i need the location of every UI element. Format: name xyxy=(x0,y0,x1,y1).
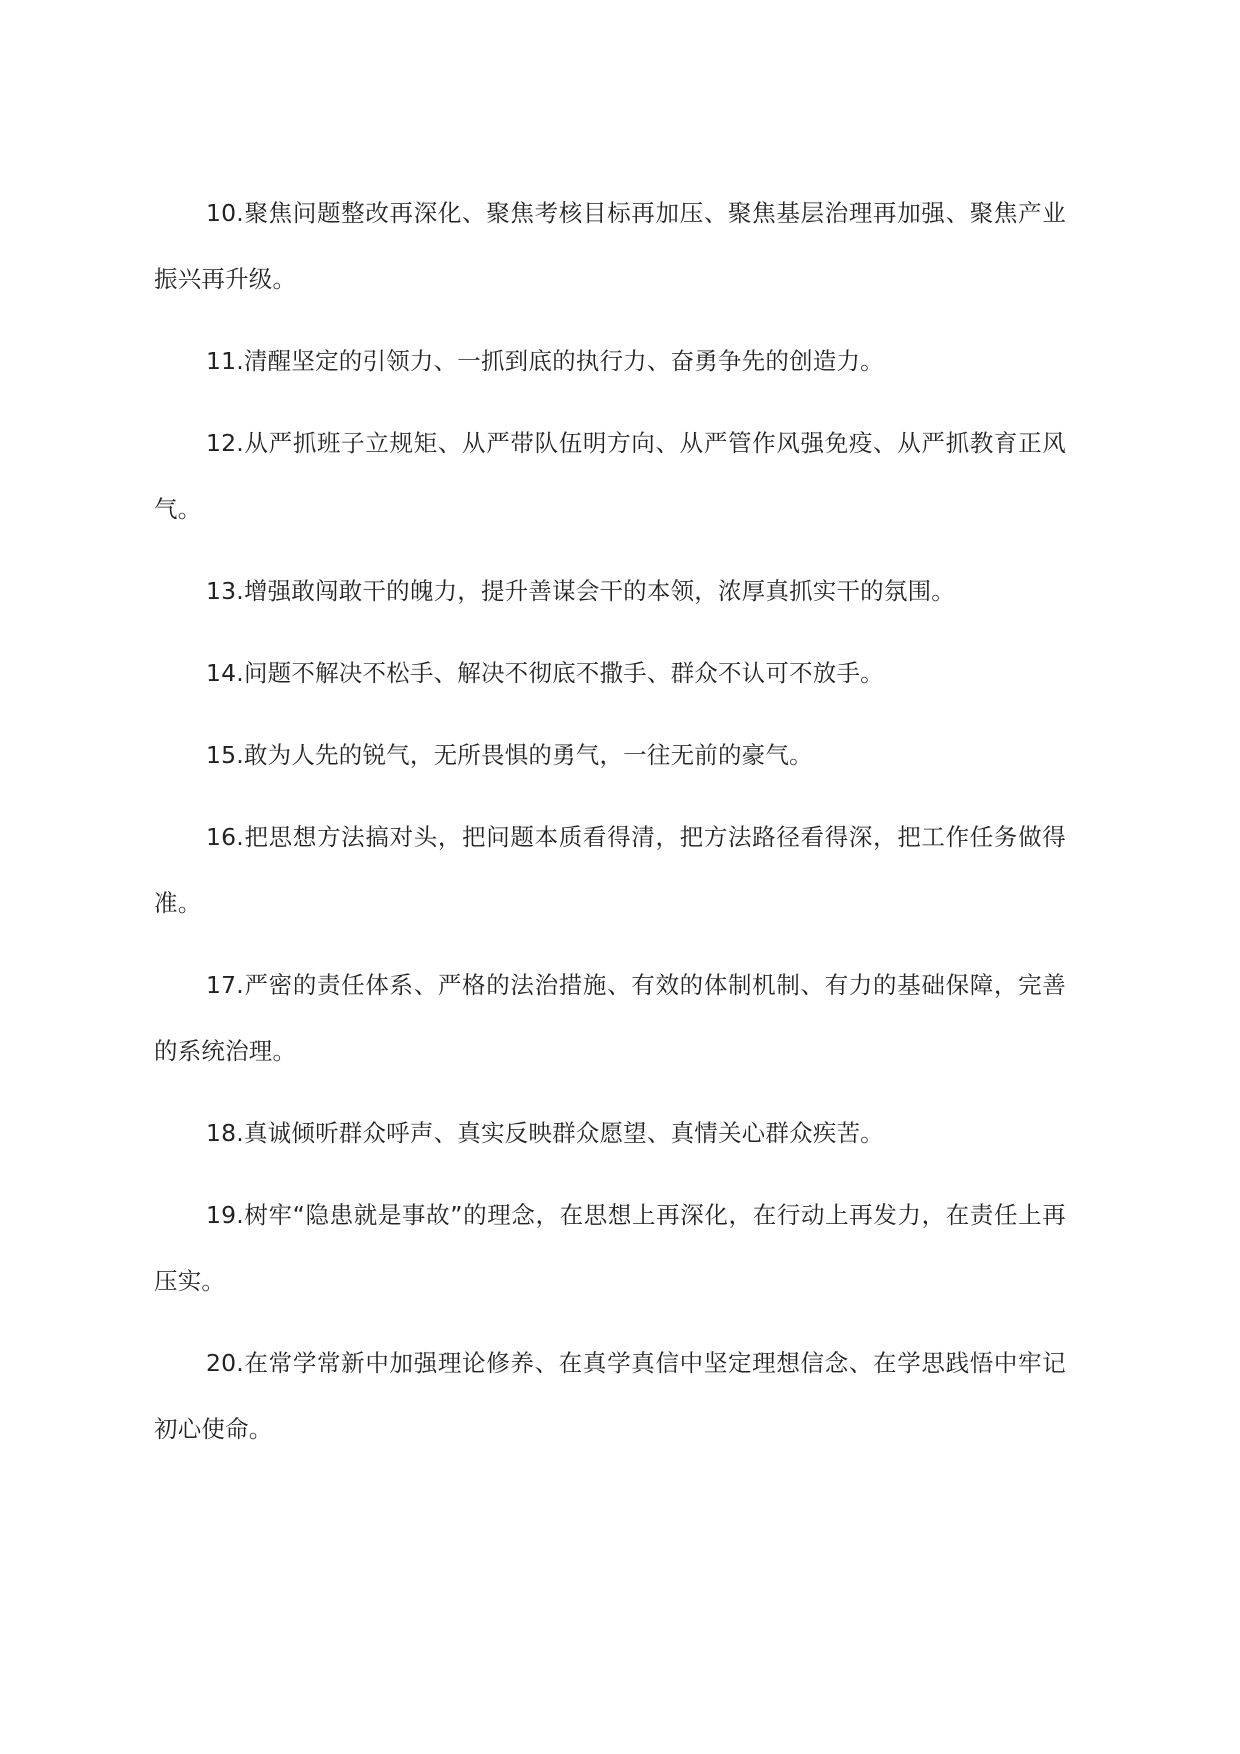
paragraph-number: 11. xyxy=(206,347,244,375)
paragraph-10 xyxy=(154,180,1066,312)
paragraph-text: 在常学常新中加强理论修养、在真学真信中坚定理想信念、在学思践悟中牢记初心使命。 xyxy=(154,1349,1066,1443)
paragraph-number: 16. xyxy=(206,823,244,851)
paragraph-number: 13. xyxy=(206,577,244,605)
paragraph-number: 18. xyxy=(206,1119,244,1147)
paragraph-18 xyxy=(154,1100,1066,1166)
paragraph-number: 15. xyxy=(206,741,244,769)
paragraph-text: 问题不解决不松手、解决不彻底不撒手、群众不认可不放手。 xyxy=(243,659,884,687)
paragraph-text: 从严抓班子立规矩、从严带队伍明方向、从严管作风强免疫、从严抓教育正风气。 xyxy=(154,429,1066,523)
paragraph-number: 19. xyxy=(206,1201,244,1229)
paragraph-16 xyxy=(154,804,1066,936)
paragraph-20 xyxy=(154,1330,1066,1462)
paragraph-11 xyxy=(154,328,1066,394)
document-body xyxy=(154,180,1066,1478)
paragraph-text: 真诚倾听群众呼声、真实反映群众愿望、真情关心群众疾苦。 xyxy=(243,1119,884,1147)
paragraph-text: 聚焦问题整改再深化、聚焦考核目标再加压、聚焦基层治理再加强、聚焦产业振兴再升级。 xyxy=(154,199,1066,293)
paragraph-14 xyxy=(154,640,1066,706)
paragraph-19 xyxy=(154,1182,1066,1314)
paragraph-text: 敢为人先的锐气，无所畏惧的勇气，一往无前的豪气。 xyxy=(243,741,813,769)
paragraph-text: 树牢“隐患就是事故”的理念，在思想上再深化，在行动上再发力，在责任上再压实。 xyxy=(154,1201,1066,1295)
paragraph-number: 17. xyxy=(206,971,244,999)
paragraph-text: 严密的责任体系、严格的法治措施、有效的体制机制、有力的基础保障，完善的系统治理。 xyxy=(154,971,1066,1065)
paragraph-number: 10. xyxy=(206,199,244,227)
paragraph-text: 增强敢闯敢干的魄力，提升善谋会干的本领，浓厚真抓实干的氛围。 xyxy=(243,577,955,605)
paragraph-12 xyxy=(154,410,1066,542)
paragraph-number: 14. xyxy=(206,659,244,687)
paragraph-text: 把思想方法搞对头，把问题本质看得清，把方法路径看得深，把工作任务做得准。 xyxy=(154,823,1066,917)
paragraph-13 xyxy=(154,558,1066,624)
paragraph-number: 20. xyxy=(206,1349,244,1377)
paragraph-number: 12. xyxy=(206,429,244,457)
paragraph-text: 清醒坚定的引领力、一抓到底的执行力、奋勇争先的创造力。 xyxy=(243,347,884,375)
paragraph-15 xyxy=(154,722,1066,788)
paragraph-17 xyxy=(154,952,1066,1084)
